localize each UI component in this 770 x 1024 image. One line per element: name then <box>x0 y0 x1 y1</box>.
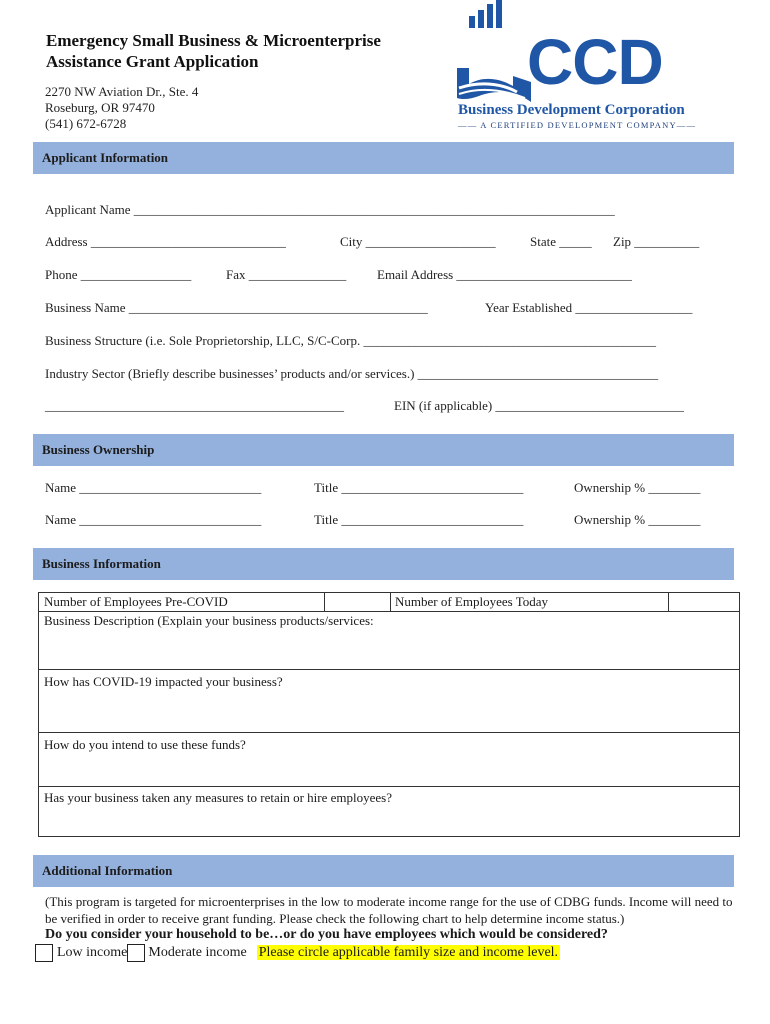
logo-mark: CCD <box>527 26 663 98</box>
business-name-field[interactable]: Business Name ______________________________________________ <box>45 300 428 315</box>
business-structure-field[interactable]: Business Structure (i.e. Sole Proprietorship, LLC, S/C-Corp. _____________________________________________ <box>45 333 656 348</box>
section-title: Business Ownership <box>42 442 155 457</box>
section-title: Business Information <box>42 556 161 571</box>
logo-company-name: Business Development Corporation <box>458 102 685 118</box>
year-established-field[interactable]: Year Established __________________ <box>485 300 693 315</box>
owner-percent-field[interactable]: Ownership % ________ <box>574 512 701 527</box>
circle-instruction: Please circle applicable family size and income level. <box>258 945 559 961</box>
employees-today-label: Number of Employees Today <box>395 594 549 609</box>
business-description-area[interactable] <box>39 612 739 669</box>
employees-today-input[interactable] <box>668 593 739 611</box>
section-title: Additional Information <box>42 863 173 878</box>
income-options <box>35 944 560 964</box>
address-city: Roseburg, OR 97470 <box>45 100 155 115</box>
business-information-header <box>33 548 734 580</box>
program-description: (This program is targeted for microenterprises in the low to moderate income range for the use of CDBG funds. Income will need to be verified in order to receive grant funding. Please check the following chart to help determine income status.) <box>45 894 733 926</box>
phone-field[interactable]: Phone _________________ <box>45 267 192 282</box>
retain-hire-area[interactable] <box>39 787 739 836</box>
fax-field[interactable]: Fax _______________ <box>226 267 347 282</box>
applicant-name-field[interactable]: Applicant Name __________________________________________________________________________ <box>45 202 615 217</box>
address-field[interactable]: Address ______________________________ <box>45 234 286 249</box>
moderate-income-checkbox[interactable] <box>127 944 145 962</box>
ein-field[interactable]: EIN (if applicable) _____________________________ <box>394 398 684 413</box>
ccd-logo <box>455 26 705 136</box>
owner-title-field[interactable]: Title ____________________________ <box>314 512 524 527</box>
employees-today-label-cell <box>390 593 669 611</box>
owner-name-field[interactable]: Name ____________________________ <box>45 512 262 527</box>
employee-count-row <box>39 593 739 612</box>
business-information-table <box>38 592 740 837</box>
form-title <box>46 30 381 72</box>
organization-address <box>45 84 198 132</box>
section-title: Applicant Information <box>42 150 169 165</box>
use-of-funds-area[interactable] <box>39 733 739 786</box>
employees-pre-covid-input[interactable] <box>324 593 391 611</box>
form-title-line2: Assistance Grant Application <box>46 52 259 71</box>
owner-name-field[interactable]: Name ____________________________ <box>45 480 262 495</box>
moderate-income-label: Moderate income <box>148 945 247 961</box>
additional-information-header <box>33 855 734 887</box>
email-field[interactable]: Email Address ___________________________ <box>377 267 632 282</box>
income-question: Do you consider your household to be…or do you have employees which would be considered? <box>45 927 608 942</box>
business-ownership-header <box>33 434 734 466</box>
covid-impact-label: How has COVID-19 impacted your business? <box>44 674 283 689</box>
retain-hire-label: Has your business taken any measures to retain or hire employees? <box>44 790 393 805</box>
address-phone: (541) 672-6728 <box>45 116 127 131</box>
applicant-information-header <box>33 142 734 174</box>
low-income-label: Low income <box>57 945 128 961</box>
industry-sector-continuation[interactable]: ______________________________________________ <box>45 398 344 413</box>
use-of-funds-label: How do you intend to use these funds? <box>44 737 246 752</box>
logo-tagline: —— A CERTIFIED DEVELOPMENT COMPANY—— <box>458 120 697 130</box>
owner-percent-field[interactable]: Ownership % ________ <box>574 480 701 495</box>
owner-title-field[interactable]: Title ____________________________ <box>314 480 524 495</box>
employees-pre-covid-label-cell <box>39 593 325 611</box>
logo-wave-icon <box>455 66 535 104</box>
city-field[interactable]: City ____________________ <box>340 234 496 249</box>
form-title-line1: Emergency Small Business & Microenterprise <box>46 31 381 50</box>
covid-impact-area[interactable] <box>39 670 739 732</box>
state-field[interactable]: State _____ <box>530 234 592 249</box>
business-description-label: Business Description (Explain your business products/services: <box>44 613 374 628</box>
address-street: 2270 NW Aviation Dr., Ste. 4 <box>45 84 199 99</box>
industry-sector-field[interactable]: Industry Sector (Briefly describe businesses’ products and/or services.) _____________________________________ <box>45 366 659 381</box>
zip-field[interactable]: Zip __________ <box>613 234 700 249</box>
employees-pre-covid-label: Number of Employees Pre-COVID <box>44 594 228 609</box>
low-income-checkbox[interactable] <box>35 944 53 962</box>
